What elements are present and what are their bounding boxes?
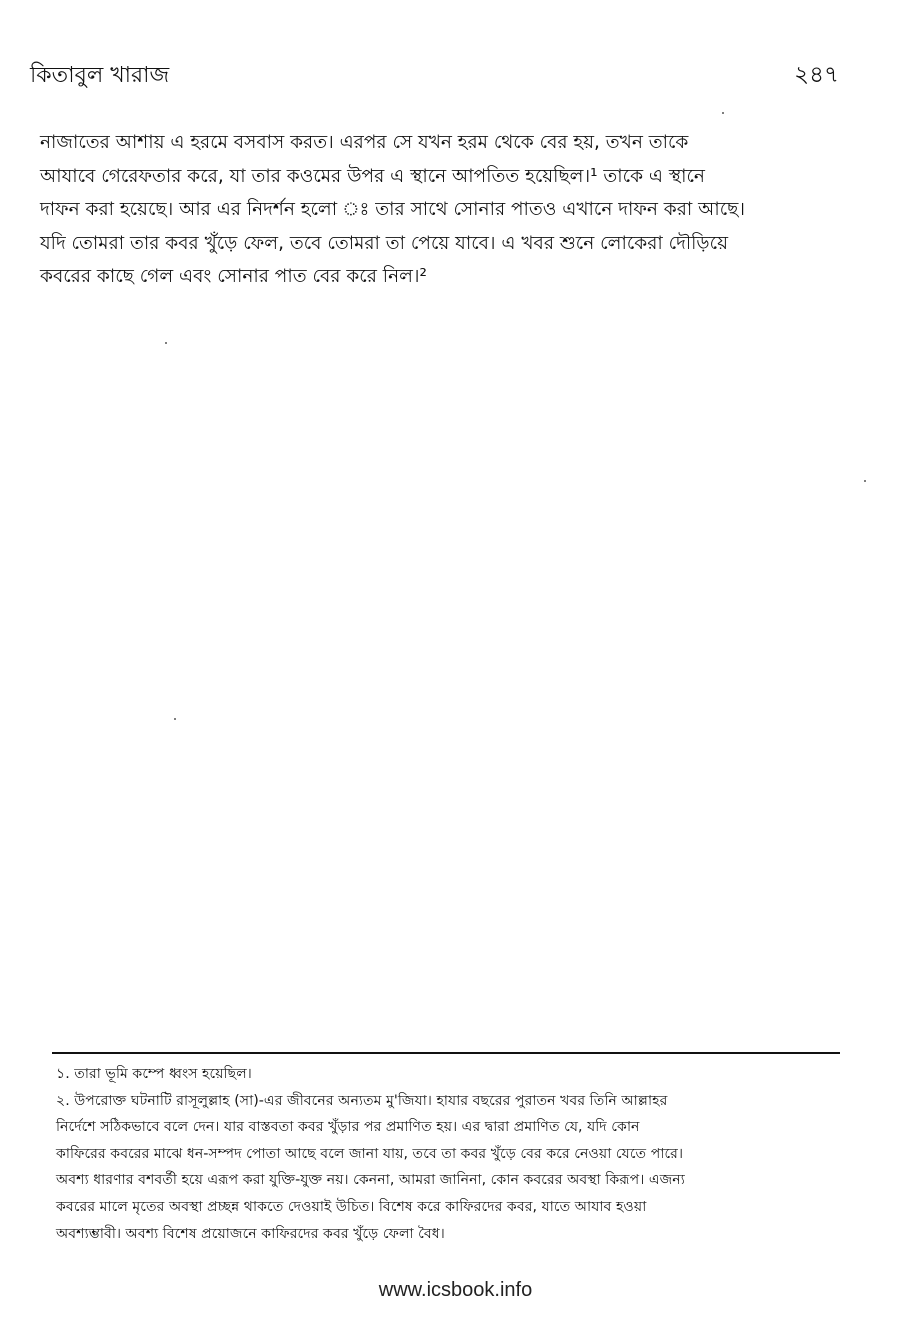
footnote-line: কবরের মালে মৃতের অবস্থা প্রচ্ছন্ন থাকতে দেওয়াই উচিত। বিশেষ করে কাফিরদের কবর, যাতে আযাব হওয়া (56, 1198, 647, 1215)
main-text (40, 126, 840, 294)
body-line: কবরের কাছে গেল এবং সোনার পাত বের করে নিল।² (40, 266, 427, 287)
body-line: যদি তোমরা তার কবর খুঁড়ে ফেল, তবে তোমরা তা পেয়ে যাবে। এ খবর শুনে লোকেরা দৌড়িয়ে (40, 232, 728, 254)
body-line: আযাবে গেরেফতার করে, যা তার কওমের উপর এ স্থানে আপতিত হয়েছিল।¹ তাকে এ স্থানে (40, 165, 705, 187)
footnote-line: অবশ্যম্ভাবী। অবশ্য বিশেষ প্রয়োজনে কাফিরদের কবর খুঁড়ে ফেলা বৈধ। (56, 1225, 445, 1242)
footnote-line: ১. তারা ভূমি কম্পে ধ্বংস হয়েছিল। (56, 1066, 252, 1082)
footnote-line: অবশ্য ধারণার বশবর্তী হয়ে এরূপ করা যুক্তি-যুক্ত নয়। কেননা, আমরা জানিনা, কোন কবরের অবস্থা কিরূপ। এজন্য (56, 1172, 685, 1189)
body-line: নাজাতের আশায় এ হরমে বসবাস করত। এরপর সে যখন হরম থেকে বের হয়, তখন তাকে (40, 132, 689, 153)
footnote-divider (52, 1052, 840, 1054)
scan-speck (864, 480, 866, 482)
footnote-line: নির্দেশে সঠিকভাবে বলে দেন। যার বাস্তবতা কবর খুঁড়ার পর প্রমাণিত হয়। এর দ্বারা প্রমাণিত যে, যদি কোন (56, 1119, 640, 1136)
page-number: ২৪৭ (794, 62, 839, 88)
body-line: দাফন করা হয়েছে। আর এর নিদর্শন হলো ঃ তার সাথে সোনার পাতও এখানে দাফন করা আছে। (40, 199, 745, 220)
footnote-line: ২. উপরোক্ত ঘটনাটি রাসূলুল্লাহ (সা)-এর জীবনের অন্যতম মু'জিযা। হাযার বছরের পুরাতন খবর তিনি আল্লাহর (56, 1092, 668, 1109)
footnotes (56, 1061, 846, 1247)
scan-speck (722, 112, 724, 114)
source-watermark: www.icsbook.info (378, 1279, 533, 1301)
scan-speck (165, 342, 167, 344)
scan-speck (174, 718, 176, 720)
footnote-line: কাফিরের কবরের মাঝে ধন-সম্পদ পোতা আছে বলে জানা যায়, তবে তা কবর খুঁড়ে বের করে নেওয়া যেতে পারে। (56, 1145, 684, 1162)
running-title: কিতাবুল খারাজ (30, 63, 170, 88)
